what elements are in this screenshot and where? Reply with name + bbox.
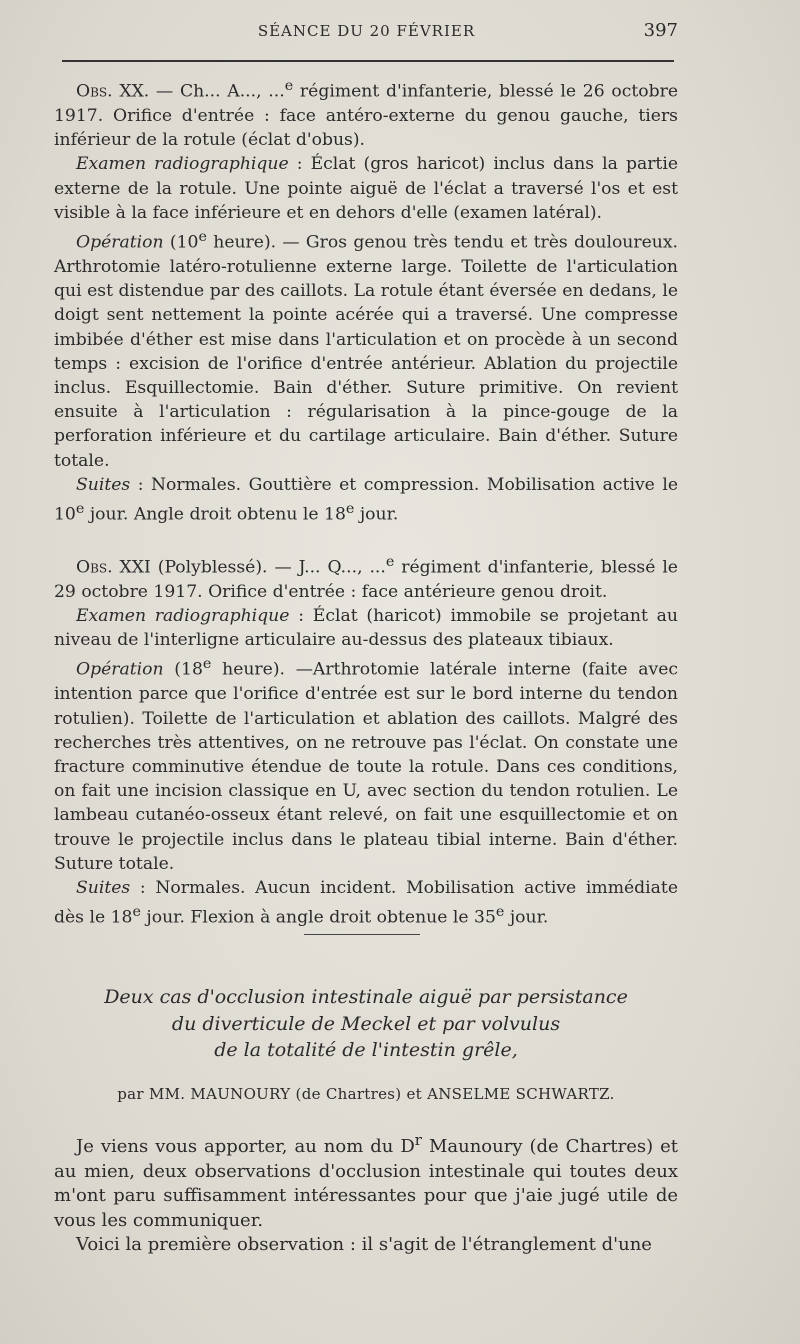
running-header — [55, 20, 678, 46]
article-body — [54, 1128, 678, 1258]
obs-20-suites-label: Suites — [76, 474, 131, 495]
author-schwartz: ANSELME SCHWARTZ — [427, 1085, 610, 1103]
obs-21-suites: Suites : Normales. Aucun incident. Mobilisation active immédiate dès le 18e jour. Flexion à angle droit obtenue le 35e jour. — [54, 877, 678, 928]
obs-21-exam: Examen radiographique : Éclat (haricot) immobile se projetant au niveau de l'interligne articulaire au-dessus des plateaux tibiaux. — [54, 606, 678, 651]
obs-21-label: Obs. XXI — [76, 557, 151, 578]
article-title-line-3: de la totalité de l'intestin grêle, — [214, 1039, 518, 1061]
intro-paragraph-1: Je viens vous apporter, au nom du $D^r$ Maunoury (de Chartres) et au mien, deux observations d'occlusion intestinale qui toutes deux m'ont paru suffisamment intéressantes pour que j'aie jugé utile de vous les communiquer. — [54, 1131, 678, 1231]
intro-paragraph-2: Voici la première observation : il s'agit de l'étranglement d'une — [76, 1234, 652, 1255]
obs-21-operation: Opération (18e heure). —Arthrotomie latérale interne (faite avec intention parce que l'orifice d'entrée est sur le bord interne du tendon rotulien). Toilette de l'articulation et ablation des caillots. Malgré des recherches très attentives, on ne retrouve pas l'éclat. On constate une fracture comminutive étendue de toute la rotule. Dans ces conditions, on fait une incision classique en U, avec section du tendon rotulien. Le lambeau cutanéo-osseux étant relevé, on fait une esquillectomie et on trouve le projectile inclus dans le plateau tibial interne. Bain d'éther. Suture totale. — [54, 656, 678, 874]
obs-21-op-label: Opération — [76, 660, 164, 681]
obs-21-suites-label: Suites — [76, 877, 131, 898]
observation-gap — [54, 527, 678, 550]
obs-21-intro: Obs. XXI (Polyblessé). — J... Q..., ...$^e$ régiment d'infanterie, blessé le 29 octobre 1917. Orifice d'entrée : face antérieure genou droit. — [54, 553, 678, 602]
article-title — [54, 984, 678, 1064]
obs-20-label: Obs. XX. — [76, 81, 150, 102]
obs-20-operation: Opération (10e heure). — Gros genou très tendu et très douloureux. Arthrotomie latéro-rotulienne externe large. Toilette de l'articulation qui est distendue par des caillots. La rotule étant éversée en dedans, le doigt sent nettement la pointe acérée qui a traversé. Une compresse imbibée d'éther est mise dans l'articulation et on procède à un second temps : excision de l'orifice d'entrée antérieur. Ablation du projectile inclus. Esquillectomie. Bain d'éther. Suture primitive. On revient ensuite à l'articulation : régularisation à la pince-gouge de la perforation inférieure et du cartilage articulaire. Bain d'éther. Suture totale. — [54, 228, 678, 471]
article-title-line-1: Deux cas d'occlusion intestinale aiguë par persistance — [104, 986, 628, 1008]
obs-20-suites: Suites : Normales. Gouttière et compression. Mobilisation active le 10e jour. Angle droit obtenu le 18e jour. — [54, 474, 678, 525]
obs-20-intro: Obs. XX. — Ch... A..., ...$^e$ régiment d'infanterie, blessé le 26 octobre 1917. Orifice d'entrée : face antéro-externe du genou gauche, tiers inférieur de la rotule (éclat d'obus). — [54, 78, 679, 151]
article-authors: par MM. MAUNOURY (de Chartres) et ANSELME SCHWARTZ. — [117, 1085, 615, 1103]
obs-20-exam: Examen radiographique : Éclat (gros haricot) inclus dans la partie externe de la rotule. Une pointe aiguë de l'éclat a traversé l'os et est visible à la face inférieure et en dehors d'elle (examen latéral). — [54, 154, 678, 223]
page-number: 397 — [643, 20, 678, 41]
observations-text — [54, 74, 678, 930]
section-divider — [304, 934, 420, 935]
obs-20-exam-label: Examen radiographique — [76, 154, 289, 175]
obs-20-op-label: Opération — [76, 232, 164, 253]
running-title: SÉANCE DU 20 FÉVRIER — [257, 22, 476, 40]
article-title-line-2: du diverticule de Meckel et par volvulus — [171, 1012, 561, 1035]
author-maunoury: MAUNOURY — [190, 1085, 291, 1103]
obs-21-exam-label: Examen radiographique — [76, 606, 290, 626]
header-rule — [62, 60, 674, 62]
